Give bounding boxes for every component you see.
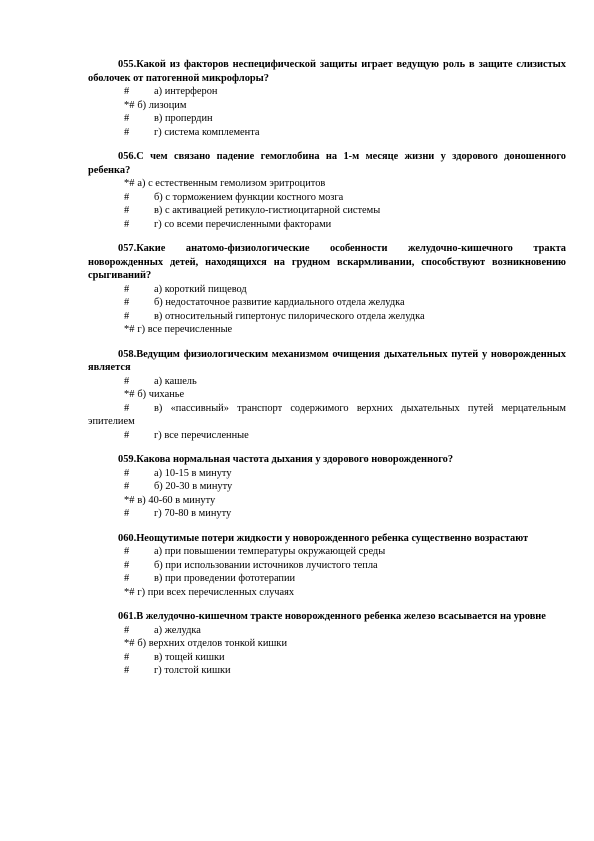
answer-text: система комплемента xyxy=(164,126,260,138)
answer-letter: б) xyxy=(137,389,147,400)
answer-letter: г) xyxy=(137,586,146,598)
answer-letter: г) xyxy=(154,218,162,230)
question-block xyxy=(88,242,566,337)
answer-text: короткий пищевод xyxy=(164,283,247,295)
question-body: Какой из факторов неспецифической защиты играет ведущую роль в защите слизистых оболочек от патогенной микрофлоры? xyxy=(88,59,566,84)
answer-marker: *# xyxy=(124,99,135,111)
answer-text: при использовании источников лучистого тепла xyxy=(165,559,378,571)
answer-text: со всеми перечисленными факторами xyxy=(164,218,332,230)
question-text xyxy=(88,150,566,177)
answer-text: при всех перечисленных случаях xyxy=(147,586,295,598)
answer-text: тощей кишки xyxy=(164,651,225,663)
answer-marker: *# xyxy=(124,389,135,400)
answer-letter: в) xyxy=(154,573,163,584)
answer-text: все перечисленные xyxy=(164,429,249,441)
question-number: 060. xyxy=(118,532,137,544)
answer-option xyxy=(88,651,566,665)
answer-option-correct xyxy=(88,177,566,191)
question-number: 055. xyxy=(118,59,137,70)
question-block xyxy=(88,150,566,231)
answer-marker: # xyxy=(124,218,130,230)
answer-marker: *# xyxy=(124,494,135,506)
question-block xyxy=(88,610,566,678)
answer-text: с активацией ретикуло-гистиоцитарной системы xyxy=(164,205,381,216)
answer-option xyxy=(88,507,566,521)
answer-text: с торможением функции костного мозга xyxy=(165,191,344,203)
answer-option xyxy=(88,112,566,126)
answer-option-correct xyxy=(88,99,566,113)
answer-letter: б) xyxy=(154,191,163,203)
question-block xyxy=(88,348,566,443)
answer-option xyxy=(88,480,566,494)
answer-marker: # xyxy=(124,310,130,322)
answer-text: 70-80 в минуту xyxy=(164,508,232,519)
answer-text: недостаточное развитие кардиального отдела желудка xyxy=(165,297,405,308)
answer-text: «пассивный» транспорт содержимого верхних дыхательных путей мерцательным эпителием xyxy=(88,402,566,427)
answer-marker: # xyxy=(124,546,130,557)
answer-letter: а) xyxy=(154,375,163,387)
answer-letter: а) xyxy=(154,624,163,636)
answer-letter: б) xyxy=(154,559,163,571)
answer-option xyxy=(88,545,566,559)
question-body: С чем связано падение гемоглобина на 1-м месяце жизни у здорового доношенного ребенка? xyxy=(88,151,566,176)
answer-option xyxy=(88,664,566,678)
question-text xyxy=(88,453,566,467)
answer-text: толстой кишки xyxy=(164,665,231,676)
answer-text: с естественным гемолизом эритроцитов xyxy=(148,178,326,189)
answer-letter: г) xyxy=(154,126,162,138)
answer-marker: # xyxy=(124,429,130,441)
answer-text: все перечисленные xyxy=(147,324,233,335)
answer-marker: # xyxy=(124,205,130,216)
answer-letter: в) xyxy=(154,205,163,216)
answer-text: кашель xyxy=(164,375,197,387)
answer-option xyxy=(88,310,566,324)
answer-option-correct xyxy=(88,637,566,651)
answer-letter: а) xyxy=(154,546,163,557)
question-body: Какова нормальная частота дыхания у здорового новорожденного? xyxy=(136,454,454,465)
answer-text: 20-30 в минуту xyxy=(165,481,233,492)
answer-letter: в) xyxy=(154,113,163,124)
question-block xyxy=(88,453,566,521)
answer-option xyxy=(88,467,566,481)
answer-marker: *# xyxy=(124,586,135,598)
answer-text: при повышении температуры окружающей среды xyxy=(164,546,386,557)
answer-letter: в) xyxy=(154,651,163,663)
answer-marker: # xyxy=(124,86,130,97)
question-text xyxy=(88,58,566,85)
answer-text: верхних отделов тонкой кишки xyxy=(148,638,288,649)
answer-option xyxy=(88,191,566,205)
answer-option xyxy=(88,559,566,573)
question-text xyxy=(88,532,566,546)
answer-option xyxy=(88,126,566,140)
answer-letter: г) xyxy=(154,665,162,676)
question-block xyxy=(88,58,566,139)
answer-marker: # xyxy=(124,559,130,571)
answer-letter: б) xyxy=(154,481,163,492)
answer-marker: # xyxy=(124,624,130,636)
question-number: 056. xyxy=(118,151,137,162)
answer-letter: в) xyxy=(154,310,163,322)
answer-marker: # xyxy=(124,191,130,203)
answer-option xyxy=(88,296,566,310)
answer-marker: *# xyxy=(124,178,135,189)
answer-letter: г) xyxy=(154,508,162,519)
answer-text: пропердин xyxy=(164,113,213,124)
answer-marker: # xyxy=(124,283,130,295)
answer-option xyxy=(88,624,566,638)
answer-letter: г) xyxy=(154,429,162,441)
answer-marker: # xyxy=(124,665,130,676)
answer-text: чиханье xyxy=(148,389,185,400)
answer-option xyxy=(88,85,566,99)
answer-text: интерферон xyxy=(164,86,218,97)
answer-marker: # xyxy=(124,297,130,308)
answer-letter: б) xyxy=(137,99,147,111)
question-body: Ведущим физиологическим механизмом очищения дыхательных путей у новорожденных является xyxy=(88,348,566,373)
question-text xyxy=(88,242,566,283)
answer-text: 10-15 в минуту xyxy=(164,467,232,479)
answer-text: относительный гипертонус пилорического отдела желудка xyxy=(164,310,425,322)
answer-option-correct xyxy=(88,586,566,600)
answer-marker: # xyxy=(124,467,130,479)
question-text xyxy=(88,610,566,624)
answer-letter: а) xyxy=(154,467,163,479)
answer-marker: # xyxy=(124,402,130,414)
question-number: 059. xyxy=(118,454,137,465)
question-text xyxy=(88,348,566,375)
answer-option xyxy=(88,218,566,232)
answer-letter: а) xyxy=(137,178,146,189)
answer-option-correct xyxy=(88,388,566,402)
answer-letter: а) xyxy=(154,86,163,97)
answer-marker: # xyxy=(124,375,130,387)
answer-option xyxy=(88,204,566,218)
answer-marker: # xyxy=(124,126,130,138)
answer-letter: в) xyxy=(137,494,146,506)
question-list xyxy=(88,58,566,689)
answer-option xyxy=(88,572,566,586)
answer-letter: б) xyxy=(137,638,147,649)
answer-text: 40-60 в минуту xyxy=(148,494,216,506)
answer-option xyxy=(88,283,566,297)
question-number: 061. xyxy=(118,611,137,622)
answer-option-correct xyxy=(88,494,566,508)
answer-option xyxy=(88,402,566,429)
answer-marker: # xyxy=(124,573,130,584)
answer-marker: # xyxy=(124,508,130,519)
question-number: 058. xyxy=(118,348,137,360)
answer-marker: *# xyxy=(124,324,135,335)
question-body: Какие анатомо-физиологические особенности желудочно-кишечного тракта новорожденных детей, находящихся на грудном вскармливании, способствуют возникновению срыгиваний? xyxy=(88,243,566,281)
answer-option xyxy=(88,429,566,443)
question-body: Неощутимые потери жидкости у новорожденного ребенка существенно возрастают xyxy=(136,532,529,544)
answer-letter: б) xyxy=(154,297,163,308)
answer-option-correct xyxy=(88,323,566,337)
question-body: В желудочно-кишечном тракте новорожденного ребенка железо всасывается на уровне xyxy=(136,611,546,622)
question-block xyxy=(88,532,566,600)
question-number: 057. xyxy=(118,243,137,254)
answer-marker: # xyxy=(124,651,130,663)
answer-option xyxy=(88,375,566,389)
answer-marker: # xyxy=(124,481,130,492)
answer-text: желудка xyxy=(164,624,201,636)
answer-letter: г) xyxy=(137,324,146,335)
answer-letter: а) xyxy=(154,283,163,295)
answer-text: при проведении фототерапии xyxy=(164,573,296,584)
answer-marker: # xyxy=(124,113,130,124)
answer-marker: *# xyxy=(124,638,135,649)
answer-letter: в) xyxy=(154,402,163,414)
answer-text: лизоцим xyxy=(148,99,187,111)
